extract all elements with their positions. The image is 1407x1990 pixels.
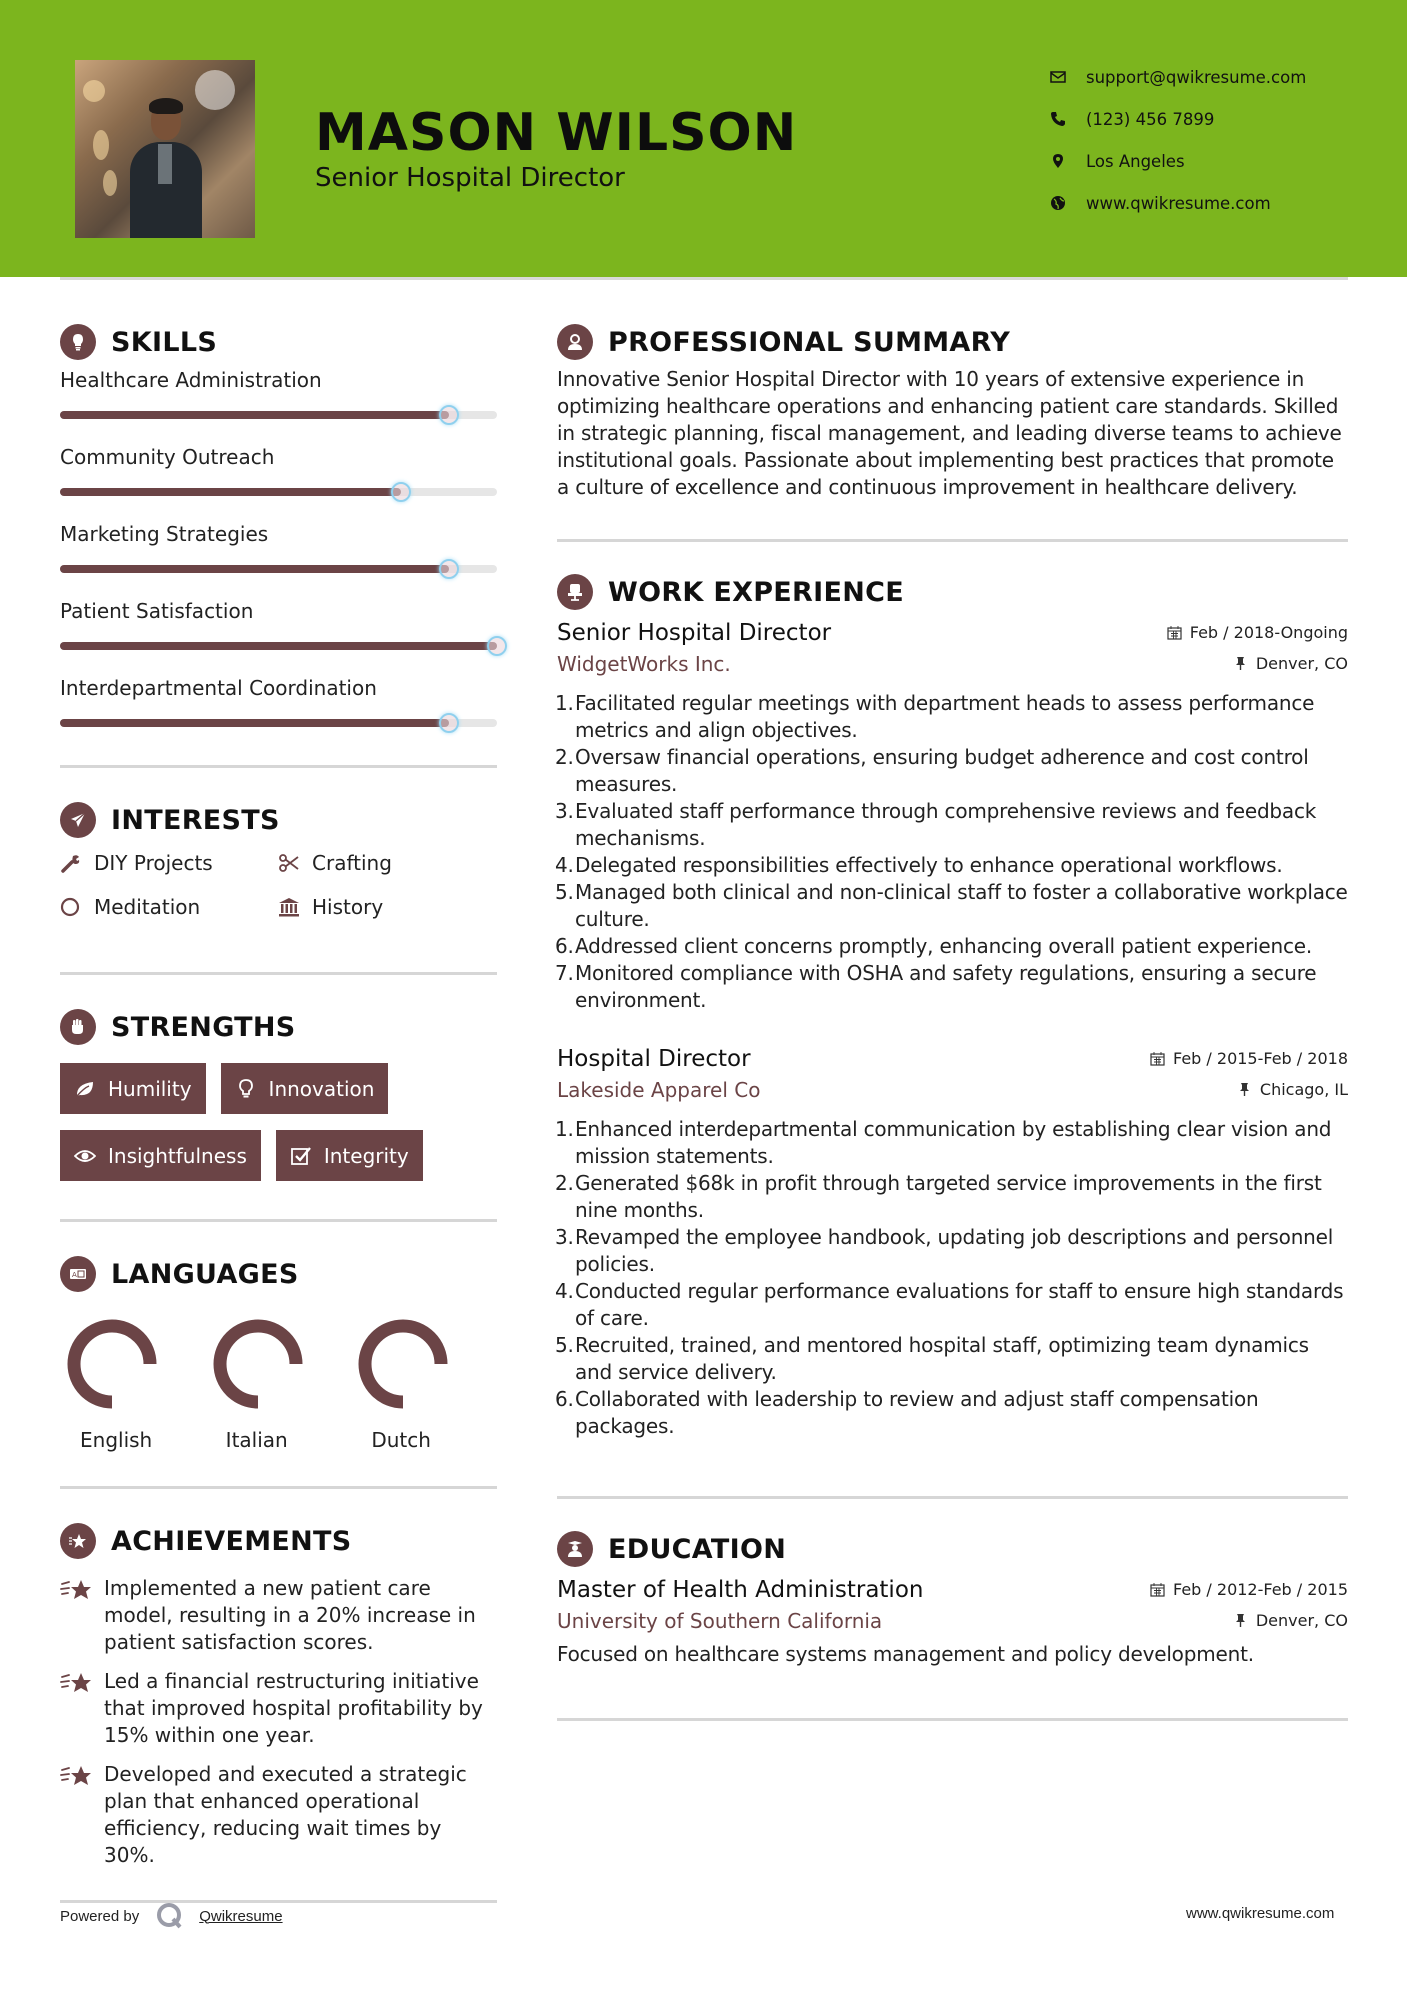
strength-badge: Insightfulness (60, 1130, 261, 1181)
skill-knob (439, 713, 459, 733)
globe-icon (1050, 195, 1086, 211)
footer-powered-by: Powered by Qwikresume (60, 1900, 497, 1931)
shooting-star-icon (60, 1670, 94, 1696)
scissors-icon (278, 852, 300, 874)
section-divider (557, 1718, 1348, 1721)
pushpin-icon (1233, 1613, 1248, 1628)
skill-knob (391, 482, 411, 502)
strengths-heading: STRENGTHS (60, 1005, 497, 1049)
wrench-icon (60, 852, 82, 874)
left-column (60, 320, 497, 1869)
job-title: Senior Hospital Director (557, 620, 832, 646)
language-ring (62, 1314, 162, 1414)
skill-bar (60, 411, 497, 419)
education-location: Denver, CO (1233, 1611, 1348, 1630)
achievement-item: Led a financial restructuring initiative that improved hospital profitability by 15% within one year. (60, 1668, 497, 1749)
job-title: Hospital Director (557, 1046, 751, 1072)
interests-heading: INTERESTS (60, 798, 497, 842)
skill-bar (60, 565, 497, 573)
interest-item: DIY Projects (60, 848, 278, 878)
skill-item: Patient Satisfaction (60, 597, 497, 674)
star-badge-icon (60, 1523, 96, 1559)
interests-list (60, 848, 497, 922)
achievements-list (60, 1575, 497, 1869)
summary-heading: PROFESSIONAL SUMMARY (557, 320, 1348, 364)
job-company: Lakeside Apparel Co (557, 1078, 761, 1102)
envelope-icon (1050, 69, 1086, 85)
circle-icon (60, 896, 82, 918)
job-points: Enhanced interdepartmental communication by establishing clear vision and mission statements. Generated $68k in profit through targeted service improvements in the first nine months. Revamped the employee handbook, updating job descriptions and personnel policies. Conducted regular performance evaluations for staff to ensure high standards of care. Recruited, trained, and mentored hospital staff, optimizing team dynamics and service delivery. Collaborated with leadership to review and adjust staff compensation packages. (575, 1117, 1344, 1438)
job-company: WidgetWorks Inc. (557, 652, 731, 676)
strength-badge: Innovation (221, 1063, 389, 1114)
strength-badge: Humility (60, 1063, 206, 1114)
footer-website[interactable]: www.qwikresume.com (1186, 1905, 1335, 1922)
skill-knob (439, 405, 459, 425)
contact-list (1050, 56, 1306, 224)
check-square-icon (290, 1145, 312, 1167)
job-entry (557, 1046, 1348, 1440)
phone-icon (1050, 111, 1086, 127)
education-entry (557, 1577, 1348, 1668)
skill-item: Marketing Strategies (60, 520, 497, 597)
contact-email[interactable] (1050, 56, 1306, 98)
lightbulb-icon (235, 1078, 257, 1100)
job-entry (557, 620, 1348, 1014)
shooting-star-icon (60, 1763, 94, 1789)
strength-badge: Integrity (276, 1130, 423, 1181)
skill-bar (60, 719, 497, 727)
skills-heading: SKILLS (60, 320, 497, 364)
contact-location-text: Los Angeles (1086, 151, 1185, 171)
candidate-title: Senior Hospital Director (315, 163, 625, 193)
job-points: Facilitated regular meetings with department heads to assess performance metrics and align objectives. Oversaw financial operations, ensuring budget adherence and cost control measures. Evaluated staff performance through comprehensive reviews and feedback mechanisms. Delegated responsibilities effectively to enhance operational workflows. Managed both clinical and non-clinical staff to foster a collaborative workplace culture. Addressed client concerns promptly, enhancing overall patient experience. Monitored compliance with OSHA and safety regulations, ensuring a secure environment. (575, 691, 1348, 1012)
skill-item: Healthcare Administration (60, 366, 497, 443)
header-divider (60, 277, 1348, 280)
lightbulb-icon (60, 324, 96, 360)
contact-email-text: support@qwikresume.com (1086, 67, 1307, 87)
candidate-name: MASON WILSON (315, 103, 798, 163)
language-ring (208, 1314, 308, 1414)
summary-text: Innovative Senior Hospital Director with 10 years of extensive experience in optimizing healthcare operations and enhancing patient care standards. Skilled in strategic planning, fiscal management, and leading diverse teams to achieve institutional goals. Passionate about implementing best practices that promote a culture of excellence and continuous improvement in healthcare delivery. (557, 367, 1342, 499)
language-item: Italian (206, 1314, 352, 1452)
calendar-icon (1167, 625, 1182, 640)
shooting-star-icon (60, 1577, 94, 1603)
fist-icon (60, 1009, 96, 1045)
qwikresume-logo-icon (155, 1901, 185, 1931)
language-ring (353, 1314, 453, 1414)
skill-item: Interdepartmental Coordination (60, 674, 497, 751)
job-dates: Feb / 2018-Ongoing (1167, 623, 1348, 642)
right-column (557, 320, 1348, 1721)
skill-knob (439, 559, 459, 579)
skill-bar (60, 488, 497, 496)
languages-heading: A LANGUAGES (60, 1252, 497, 1296)
experience-heading: WORK EXPERIENCE (557, 570, 1348, 614)
strengths-list (60, 1063, 497, 1181)
contact-phone-text: (123) 456 7899 (1086, 109, 1215, 129)
calendar-icon (1150, 1051, 1165, 1066)
job-location: Denver, CO (1233, 654, 1348, 673)
map-marker-icon (1050, 153, 1086, 169)
job-dates: Feb / 2015-Feb / 2018 (1150, 1049, 1348, 1068)
graduate-icon (557, 1531, 593, 1567)
contact-location (1050, 140, 1306, 182)
pushpin-icon (1233, 656, 1248, 671)
chair-icon (557, 574, 593, 610)
education-dates: Feb / 2012-Feb / 2015 (1150, 1580, 1348, 1599)
school: University of Southern California (557, 1609, 883, 1633)
skill-bar (60, 642, 497, 650)
achievement-item: Implemented a new patient care model, resulting in a 20% increase in patient satisfaction scores. (60, 1575, 497, 1656)
svg-text:A: A (72, 1271, 77, 1279)
interest-item: History (278, 892, 496, 922)
translate-icon (60, 1256, 96, 1292)
qwikresume-link[interactable]: Qwikresume (199, 1907, 283, 1925)
skill-knob (487, 636, 507, 656)
education-heading: EDUCATION (557, 1527, 1348, 1571)
interest-item: Meditation (60, 892, 278, 922)
languages-list (60, 1314, 497, 1452)
contact-website[interactable] (1050, 182, 1306, 224)
header-banner (0, 0, 1407, 277)
profile-photo (75, 60, 255, 238)
language-item: Dutch (351, 1314, 497, 1452)
contact-website-text: www.qwikresume.com (1086, 193, 1271, 213)
skill-item: Community Outreach (60, 443, 497, 520)
achievement-item: Developed and executed a strategic plan that enhanced operational efficiency, reducing wait times by 30%. (60, 1761, 497, 1869)
eye-icon (74, 1145, 96, 1167)
job-location: Chicago, IL (1237, 1080, 1348, 1099)
leaf-icon (74, 1078, 96, 1100)
education-description: Focused on healthcare systems management and policy development. (557, 1642, 1254, 1666)
degree: Master of Health Administration (557, 1577, 924, 1603)
calendar-icon (1150, 1582, 1165, 1597)
pushpin-icon (1237, 1082, 1252, 1097)
paper-plane-icon (60, 802, 96, 838)
language-item: English (60, 1314, 206, 1452)
bank-icon (278, 896, 300, 918)
interest-item: Crafting (278, 848, 496, 878)
user-icon (557, 324, 593, 360)
achievements-heading: ACHIEVEMENTS (60, 1519, 497, 1563)
contact-phone[interactable] (1050, 98, 1306, 140)
skills-list (60, 366, 497, 751)
